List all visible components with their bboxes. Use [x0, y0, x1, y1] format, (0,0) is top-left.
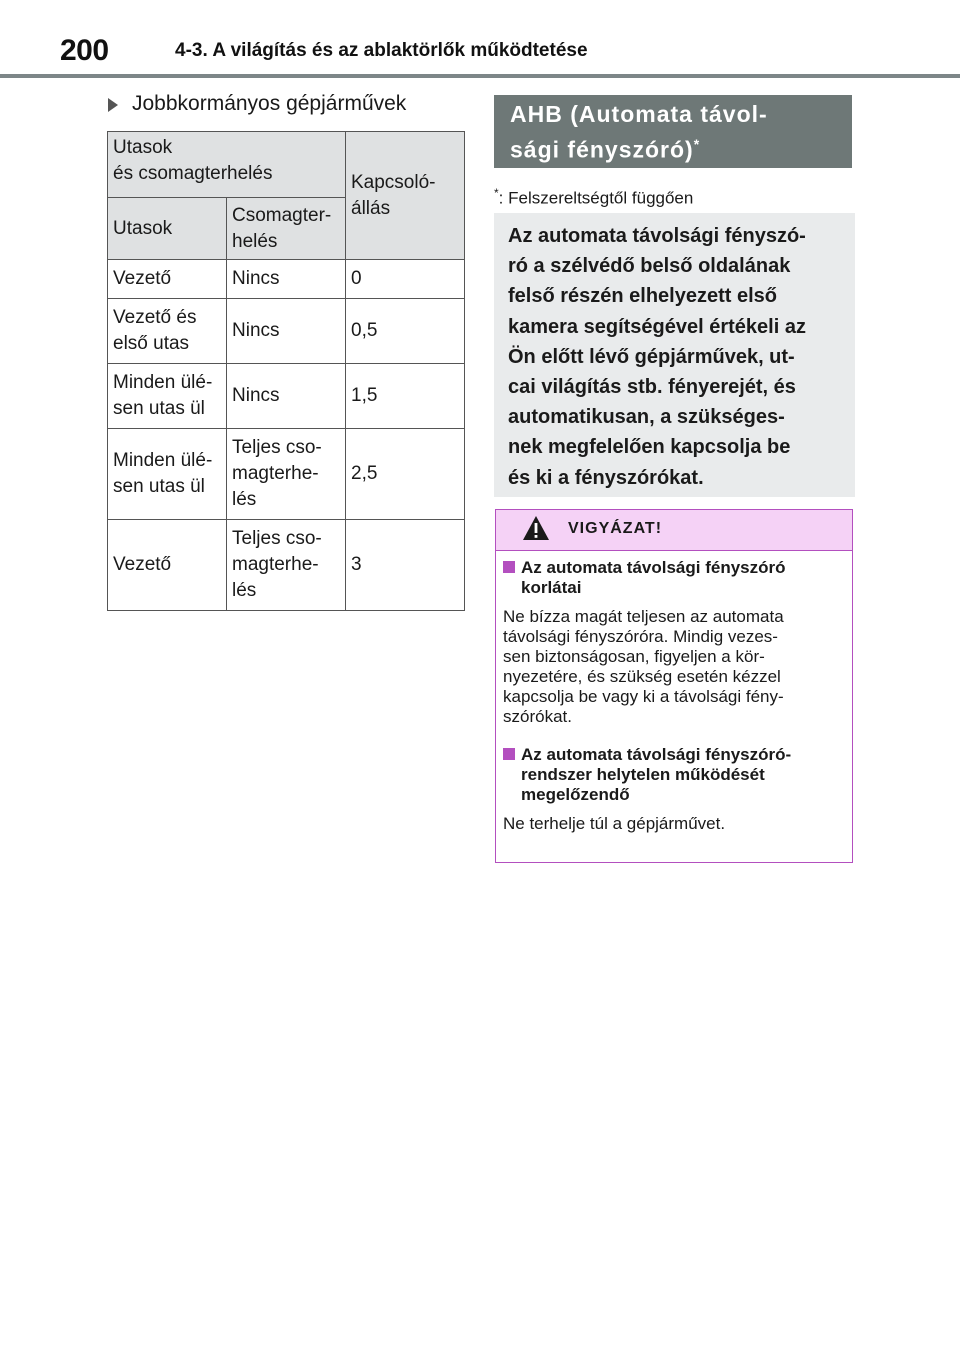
arrow-right-icon: [108, 98, 118, 112]
cell-cargo: Nincs: [227, 364, 346, 429]
cell-switch: 2,5: [346, 429, 465, 520]
head-cargo: Csomagter- helés: [227, 198, 346, 260]
ahb-title-box: [494, 95, 852, 168]
table-row: [108, 520, 465, 611]
cell-passengers: Minden ülé- sen utas ül: [108, 429, 227, 520]
load-table: [107, 131, 465, 611]
table-row: [108, 429, 465, 520]
cell-cargo: Teljes cso- magterhe- lés: [227, 429, 346, 520]
warning-paragraph: Ne terhelje túl a gépjárművet.: [503, 814, 726, 833]
cell-switch: 3: [346, 520, 465, 611]
section-title: 4-3. A világítás és az ablaktörlők működtetése: [175, 40, 588, 61]
left-heading-text: Jobbkormányos gépjárművek: [132, 92, 407, 115]
head-switch: Kapcsoló- állás: [346, 132, 465, 260]
cell-switch: 0,5: [346, 299, 465, 364]
cell-passengers: Minden ülé- sen utas ül: [108, 364, 227, 429]
warning-body: [496, 551, 852, 834]
warning-icon: [522, 514, 550, 542]
warning-paragraph: Ne bízza magát teljesen az automata távolsági fényszóróra. Mindig vezes- sen biztonságosan, figyeljen a kör- nyezetére, és szükség esetén kézzel kapcsolja be vagy ki a távolsági fény- szórókat.: [503, 607, 784, 726]
ahb-title-star: *: [693, 136, 701, 152]
cell-passengers: Vezető és első utas: [108, 299, 227, 364]
summary-text: Az automata távolsági fényszó- ró a szélvédő belső oldalának felső részén elhelyezett első kamera segítségével értékeli az Ön előtt lévő gépjárművek, ut- cai világítás stb. fényerejét, és automatikusan, a szükséges- nek megfelelően kapcsolja be és ki a fényszórókat.: [508, 225, 806, 489]
table-row: [108, 260, 465, 299]
warning-box: [495, 509, 853, 863]
ahb-title-text: AHB (Automata távol- sági fényszóró): [510, 101, 768, 163]
cell-cargo: Teljes cso- magterhe- lés: [227, 520, 346, 611]
footnote-text: : Felszereltségtől függően: [498, 188, 694, 208]
warning-subheading: [503, 745, 838, 805]
ahb-title: [510, 99, 840, 165]
left-heading: [108, 92, 406, 116]
footnote: [494, 186, 693, 209]
warning-subheading: [503, 558, 838, 598]
cell-switch: 1,5: [346, 364, 465, 429]
cell-passengers: Vezető: [108, 260, 227, 299]
table-row: [108, 299, 465, 364]
cell-cargo: Nincs: [227, 299, 346, 364]
summary-box: [494, 213, 855, 497]
warning-sub1-text: Az automata távolsági fényszóró korlátai: [521, 558, 786, 597]
table-header-row: [108, 132, 465, 198]
cell-passengers: Vezető: [108, 520, 227, 611]
warning-label: VIGYÁZAT!: [568, 520, 663, 537]
warning-sub2-text: Az automata távolsági fényszóró- rendszer helytelen működését megelőzendő: [521, 745, 792, 804]
square-bullet-icon: [503, 561, 515, 573]
head-group: Utasok és csomagterhelés: [108, 132, 346, 198]
square-bullet-icon: [503, 748, 515, 760]
table-row: [108, 364, 465, 429]
footnote-mark: *: [494, 186, 499, 200]
warning-header: [496, 510, 852, 551]
cell-switch: 0: [346, 260, 465, 299]
cell-cargo: Nincs: [227, 260, 346, 299]
head-passengers: Utasok: [108, 198, 227, 260]
header-rule: [0, 74, 960, 78]
page-number: 200: [60, 34, 109, 67]
